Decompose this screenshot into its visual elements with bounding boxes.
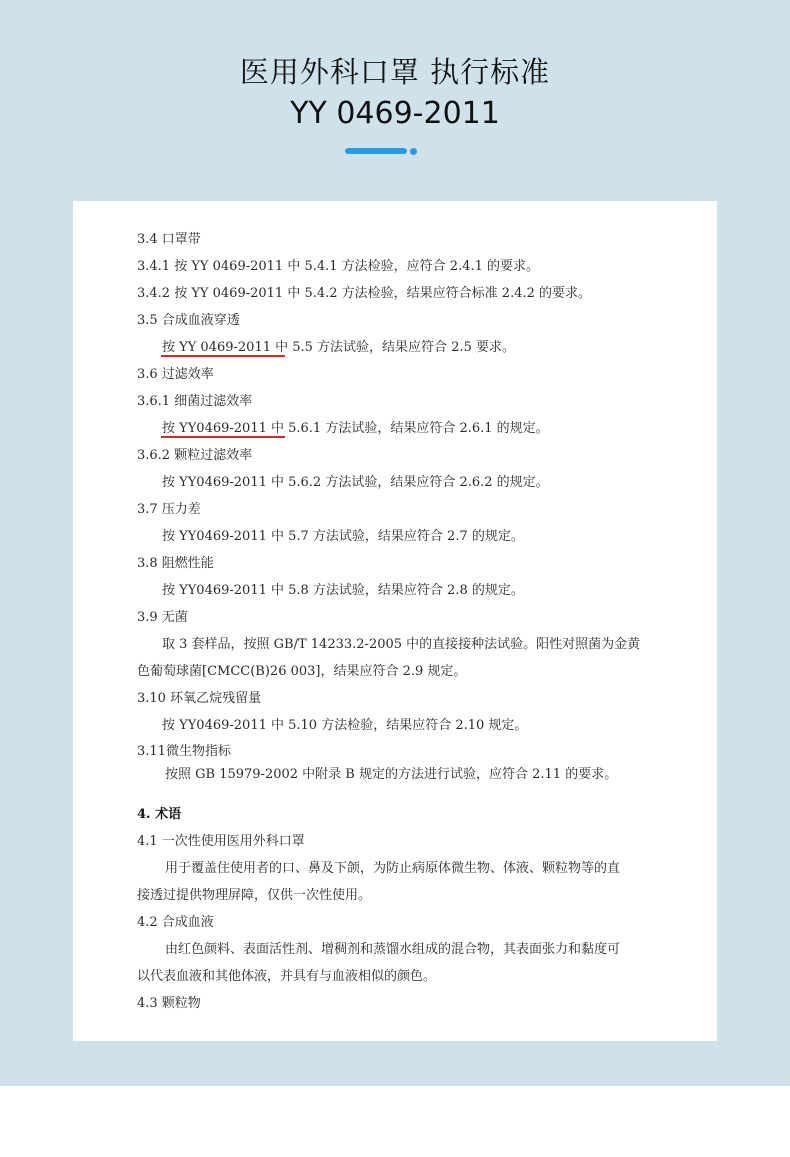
heading-3-5: 3.5 合成血液穿透 bbox=[137, 313, 240, 328]
paragraph-3-4-2: 3.4.2 按 YY 0469-2011 中 5.4.2 方法检验，结果应符合标准 2.4.2 的要求。 bbox=[137, 286, 592, 301]
paragraph-3-9-line2: 色葡萄球菌[CMCC(B)26 003]，结果应符合 2.9 规定。 bbox=[137, 664, 467, 679]
standard-number: YY 0469-2011 bbox=[290, 96, 500, 131]
paragraph-3-7: 按 YY0469-2011 中 5.7 方法试验，结果应符合 2.7 的规定。 bbox=[162, 529, 524, 544]
paragraph-4-1-line2: 接透过提供物理屏障，仅供一次性使用。 bbox=[137, 888, 372, 903]
paragraph-3-8: 按 YY0469-2011 中 5.8 方法试验，结果应符合 2.8 的规定。 bbox=[162, 583, 524, 598]
heading-4-2: 4.2 合成血液 bbox=[137, 915, 214, 930]
heading-3-6: 3.6 过滤效率 bbox=[137, 367, 214, 382]
heading-3-6-1: 3.6.1 细菌过滤效率 bbox=[137, 394, 253, 409]
red-underline-mark bbox=[161, 355, 285, 357]
heading-3-8: 3.8 阻燃性能 bbox=[137, 556, 214, 571]
heading-3-10: 3.10 环氧乙烷残留量 bbox=[137, 691, 262, 706]
heading-4-1: 4.1 一次性使用医用外科口罩 bbox=[137, 834, 305, 849]
title-underline-bar bbox=[345, 148, 407, 154]
document-page bbox=[73, 201, 717, 1041]
paragraph-3-5: 按 YY 0469-2011 中 5.5 方法试验，结果应符合 2.5 要求。 bbox=[162, 340, 515, 355]
paragraph-3-11: 按照 GB 15979-2002 中附录 B 规定的方法进行试验，应符合 2.11 的要求。 bbox=[165, 767, 618, 782]
heading-3-4: 3.4 口罩带 bbox=[137, 232, 201, 247]
paragraph-4-2-line2: 以代表血液和其他体液，并具有与血液相似的颜色。 bbox=[137, 969, 437, 984]
paragraph-3-6-1: 按 YY0469-2011 中 5.6.1 方法试验，结果应符合 2.6.1 的规定。 bbox=[162, 421, 549, 436]
red-underline-mark bbox=[161, 436, 285, 438]
paragraph-3-10: 按 YY0469-2011 中 5.10 方法检验，结果应符合 2.10 规定。 bbox=[162, 718, 528, 733]
heading-3-11: 3.11微生物指标 bbox=[137, 744, 231, 759]
paragraph-4-2-line1: 由红色颜料、表面活性剂、增稠剂和蒸馏水组成的混合物，其表面张力和黏度可 bbox=[165, 942, 621, 957]
page-title: 医用外科口罩 执行标准 bbox=[239, 55, 551, 89]
heading-4: 4. 术语 bbox=[137, 807, 182, 822]
paragraph-3-9-line1: 取 3 套样品，按照 GB/T 14233.2-2005 中的直接接种法试验。阳性对照菌为金黄 bbox=[162, 637, 641, 652]
heading-3-9: 3.9 无菌 bbox=[137, 610, 188, 625]
heading-3-6-2: 3.6.2 颗粒过滤效率 bbox=[137, 448, 253, 463]
heading-3-7: 3.7 压力差 bbox=[137, 502, 201, 517]
title-underline-dot bbox=[410, 148, 417, 155]
paragraph-3-4-1: 3.4.1 按 YY 0469-2011 中 5.4.1 方法检验，应符合 2.4.1 的要求。 bbox=[137, 259, 540, 274]
paragraph-3-6-2: 按 YY0469-2011 中 5.6.2 方法试验，结果应符合 2.6.2 的规定。 bbox=[162, 475, 549, 490]
heading-4-3: 4.3 颗粒物 bbox=[137, 996, 201, 1011]
paragraph-4-1-line1: 用于覆盖住使用者的口、鼻及下颌，为防止病原体微生物、体液、颗粒物等的直 bbox=[165, 861, 621, 876]
